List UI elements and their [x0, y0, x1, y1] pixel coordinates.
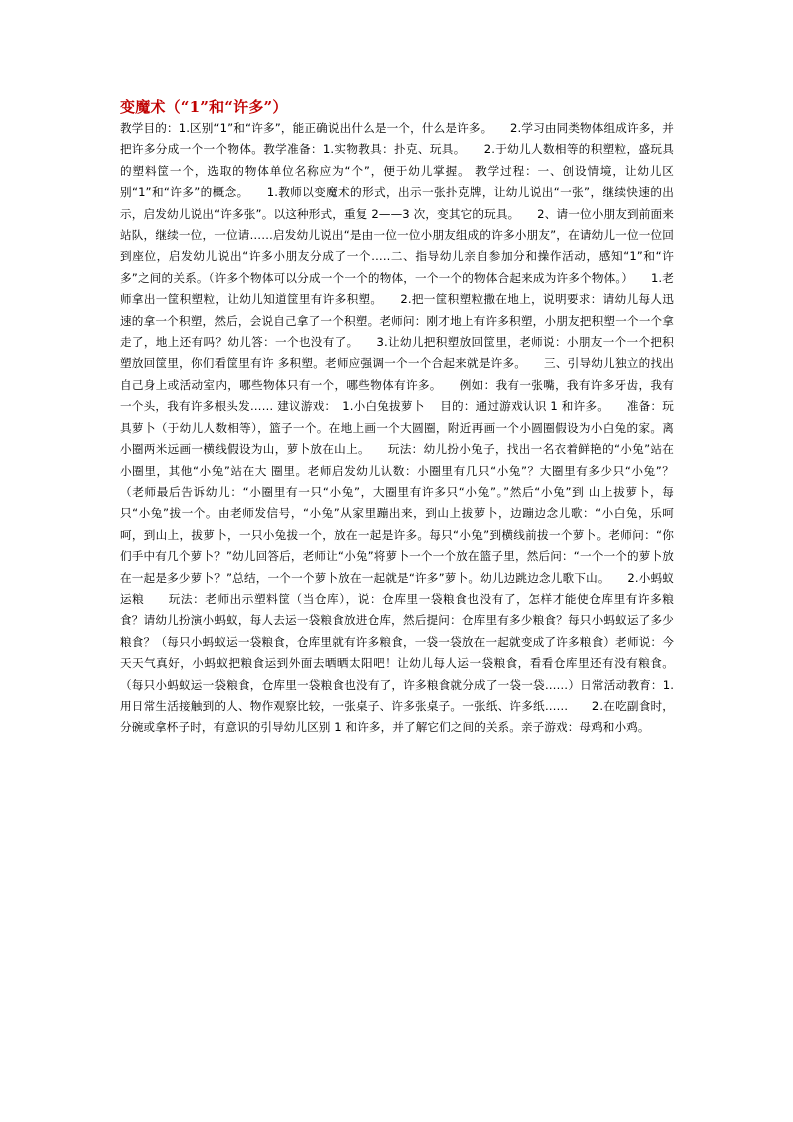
document-title: 变魔术（“1”和“许多”）	[120, 98, 288, 116]
document-body: 教学目的：1.区别“1”和“许多”，能正确说出什么是一个，什么是许多。 2.学习由同类物体组成许多，并把许多分成一个一个物体。教学准备：1.实物教具：扑克、玩具。 2.于幼儿人数相等的积塑粒，盛玩具的塑料筐一个，选取的物体单位名称应为“个”，便于幼儿掌握。 教学过程：一、创设情境，让幼儿区别“1”和“许多”的概念。 1.教师以变魔术的形式，出示一张扑克牌，让幼儿说出“一张”，继续快速的出示，启发幼儿说出“许多张”。以这种形式，重复 2——3 次，变其它的玩具。 2、请一位小朋友到前面来站队，继续一位，一位请……启发幼儿说出“是由一位一位小朋友组成的许多小朋友”，在请幼儿一位一位回到座位，启发幼儿说出“许多小朋友分成了一个…..二、指导幼儿亲自参加分和操作活动，感知“1”和“许多”之间的关系。（许多个物体可以分成一个一个的物体，一个一个的物体合起来成为许多个物体。） 1.老师拿出一筐积塑粒，让幼儿知道筐里有许多积塑。 2.把一筐积塑粒撒在地上，说明要求：请幼儿每人迅速的拿一个积塑，然后，会说自己拿了一个积塑。老师问：刚才地上有许多积塑，小朋友把积塑一个一个拿走了，地上还有吗？幼儿答：一个也没有了。 3.让幼儿把积塑放回筐里，老师说：小朋友一个一个把积塑放回筐里，你们看筐里有许 多积塑。老师应强调一个一个合起来就是许多。 三、引导幼儿独立的找出自己身上或活动室内，哪些物体只有一个，哪些物体有许多。 例如：我有一张嘴，我有许多牙齿，我有一个头，我有许多根头发…… 建议游戏： 1.小白兔拔萝卜 目的：通过游戏认识 1 和许多。 准备：玩具萝卜（于幼儿人数相等），篮子一个。在地上画一个大圆圈，附近再画一个小圆圈假设为小白兔的家。离小圈两米远画一横线假设为山，萝卜放在山上。 玩法：幼儿扮小兔子，找出一名衣着鲜艳的“小兔”站在小圈里，其他“小兔”站在大 圈里。老师启发幼儿认数：小圈里有几只“小兔”？大圈里有多少只“小兔”？（老师最后告诉幼儿：“小圈里有一只“小兔”，大圈里有许多只“小兔”。”然后“小兔”到 山上拔萝卜，每只“小兔”拔一个。由老师发信号，“小兔”从家里蹦出来，到山上拔萝卜，边蹦边念儿歌：“小白兔，乐呵呵，到山上，拔萝卜，一只小兔拔一个，放在一起是许多。每只“小兔”到横线前拔一个萝卜。老师问：“你们手中有几个萝卜？”幼儿回答后，老师让“小兔”将萝卜一个一个放在篮子里，然后问：“一个一个的萝卜放在一起是多少萝卜？”总结，一个一个萝卜放在一起就是“许多”萝卜。幼儿边跳边念儿歌下山。 2.小蚂蚁运粮 玩法：老师出示塑料筐（当仓库），说：仓库里一袋粮食也没有了，怎样才能使仓库里有许多粮食？请幼儿扮演小蚂蚁，每人去运一袋粮食放进仓库，然后提问：仓库里有多少粮食？每只小蚂蚁运了多少粮食？（每只小蚂蚁运一袋粮食，仓库里就有许多粮食，一袋一袋放在一起就变成了许多粮食）老师说：今天天气真好，小蚂蚁把粮食运到外面去晒晒太阳吧！让幼儿每人运一袋粮食，看看仓库里还有没有粮食。（每只小蚂蚁运一袋粮食，仓库里一袋粮食也没有了，许多粮食就分成了一袋一袋……）日常活动教育：1.用日常生活接触到的人、物作观察比较，一张桌子、许多张桌子。一张纸、许多纸…… 2.在吃副食时，分碗或拿杯子时，有意识的引导幼儿区别 1 和许多，并了解它们之间的关系。亲子游戏：母鸡和小鸡。	[120, 121, 674, 735]
document-content	[120, 96, 674, 739]
